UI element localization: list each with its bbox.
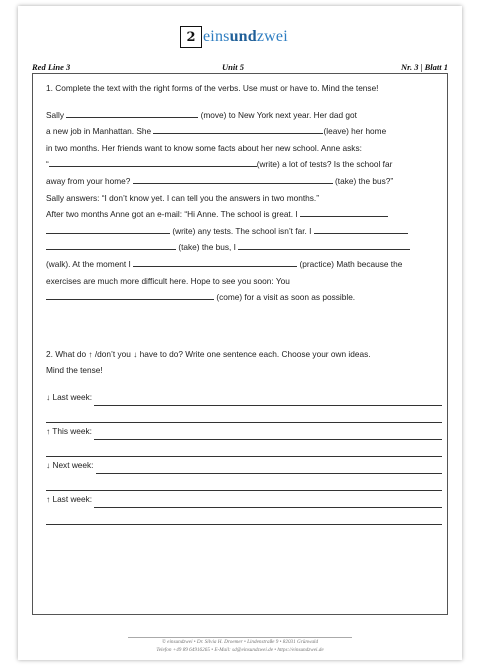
task-2-instruction: 2. What do ↑ /don’t you ↓ have to do? Write one sentence each. Choose your own ideas.	[46, 348, 371, 359]
task-2-instruction-tense: Mind the tense!	[46, 365, 103, 376]
answer-line[interactable]	[46, 508, 442, 525]
task-1-line: in two months. Her friends want to know some facts about her new school. Anne asks:	[46, 142, 362, 153]
answer-line[interactable]	[46, 491, 442, 508]
answer-line[interactable]	[46, 474, 442, 491]
task-1-line: After two months Anne got an e-mail: “Hi Anne. The school is great. I	[46, 206, 442, 223]
exercise-content	[46, 80, 442, 525]
logo-wordmark: einsundzwei	[203, 28, 288, 45]
prompt-label: ↓ Last week:	[46, 392, 93, 403]
task-1-line: away from your home? (take) the bus?”	[46, 175, 394, 186]
brand-logo	[180, 24, 288, 50]
task-1-line: exercises are much more difficult here. Hope to see you soon: You	[46, 275, 290, 286]
footer-address: © einsundzwei • Dr. Silvia H. Droemer • Lindenstraße 9 • 82031 Grünwald	[161, 639, 319, 645]
answer-blank[interactable]	[238, 240, 410, 250]
answer-blank[interactable]	[49, 157, 257, 167]
answer-blank[interactable]	[46, 224, 170, 234]
answer-blank[interactable]	[133, 257, 297, 267]
task-1-line: Sally answers: “I don’t know yet. I can tell you the answers in two months.”	[46, 192, 319, 203]
task-1-line: (walk). At the moment I (practice) Math because the	[46, 258, 403, 269]
answer-blank[interactable]	[66, 108, 198, 118]
header-book-title: Red Line 3	[32, 62, 71, 72]
prompt-label: ↑ This week:	[46, 426, 92, 437]
footer-contact: Telefon +49 89 64916265 • E-Mail: sd@einsundzwei.de • https://einsundzwei.de	[156, 647, 324, 653]
answer-blank[interactable]	[300, 207, 388, 217]
answer-line[interactable]	[46, 423, 442, 440]
task-1-line: Sally (move) to New York next year. Her dad got	[46, 109, 357, 120]
worksheet-page	[18, 6, 462, 660]
answer-line[interactable]	[46, 389, 442, 406]
prompt-label: ↓ Next week:	[46, 460, 94, 471]
answer-blank[interactable]	[133, 174, 333, 184]
answer-line[interactable]	[46, 440, 442, 457]
answer-blank[interactable]	[46, 240, 176, 250]
header-sheet-number: Nr. 3 | Blatt 1	[401, 62, 448, 72]
logo-mark-icon: 2	[180, 26, 202, 48]
task-1-line: a new job in Manhattan. She (leave) her home	[46, 126, 387, 137]
task-1-line: (write) any tests. The school isn’t far. I	[46, 223, 442, 240]
answer-blank[interactable]	[314, 224, 408, 234]
answer-line[interactable]	[46, 406, 442, 423]
task-1-line: (come) for a visit as soon as possible.	[46, 289, 442, 306]
prompt-label: ↑ Last week:	[46, 494, 93, 505]
header-unit: Unit 5	[222, 62, 244, 72]
answer-line[interactable]	[46, 457, 442, 474]
task-1-line: “ (write) a lot of tests? Is the school far	[46, 159, 393, 170]
answer-blank[interactable]	[46, 290, 214, 300]
task-1-line: (take) the bus, I	[46, 239, 442, 256]
task-1-instruction: 1. Complete the text with the right forms of the verbs. Use must or have to. Mind the tense!	[46, 83, 379, 93]
answer-blank[interactable]	[153, 124, 323, 134]
page-footer	[18, 638, 462, 654]
